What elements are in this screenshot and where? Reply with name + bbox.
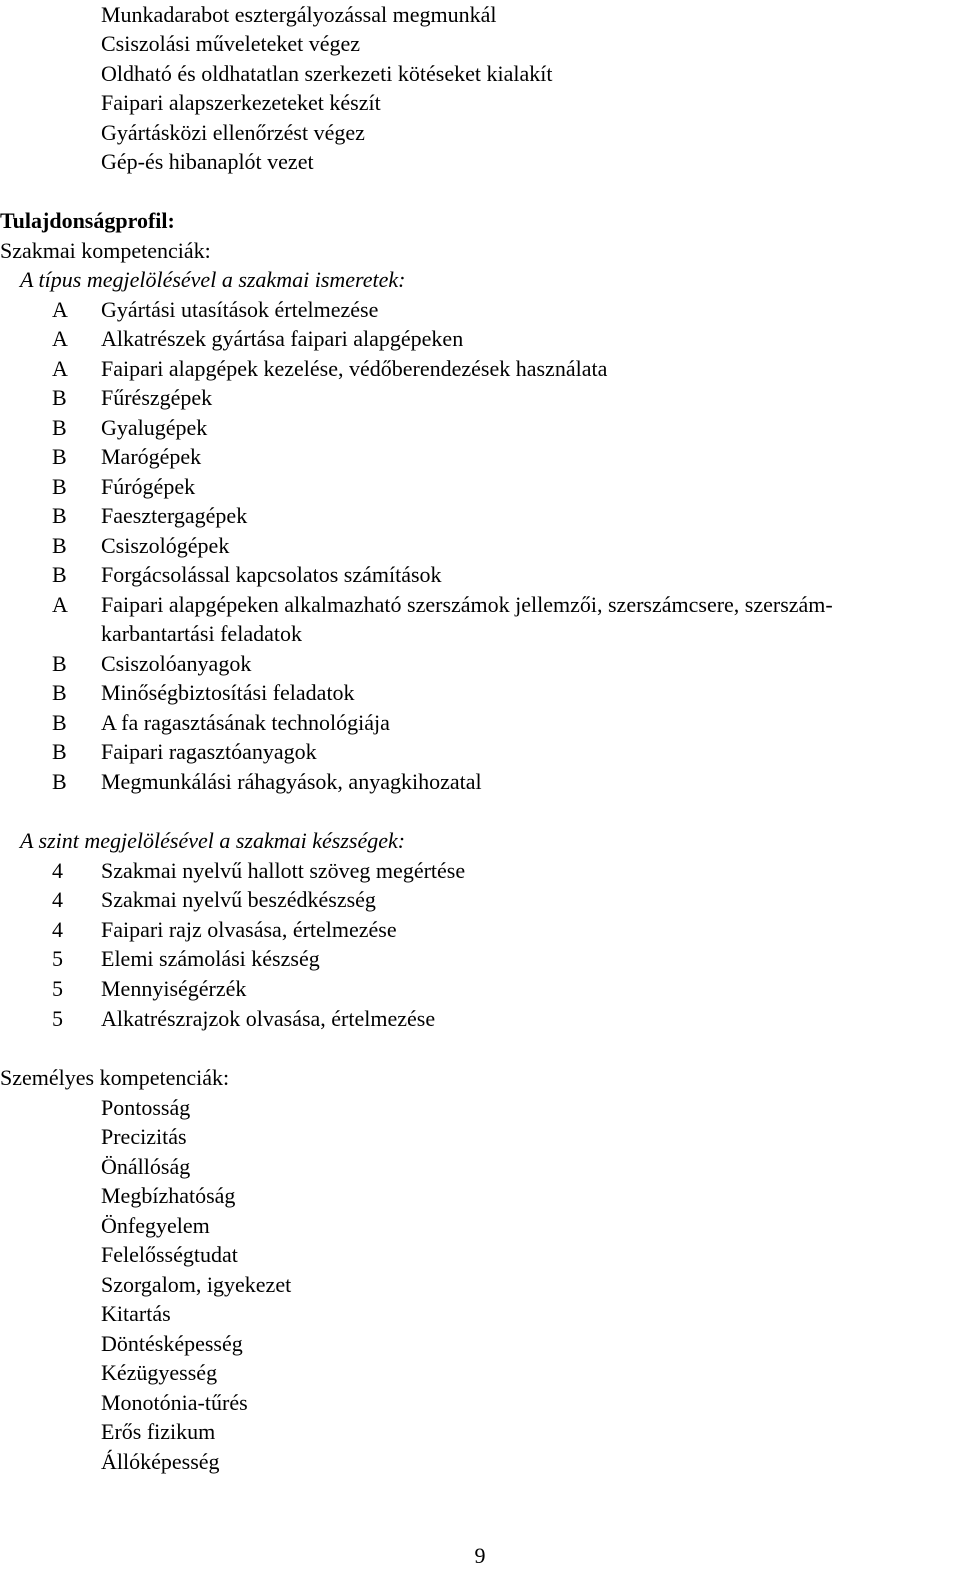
skill-text: Elemi számolási készség — [101, 946, 320, 971]
personal-item: Kitartás — [101, 1301, 171, 1326]
knowledge-row — [0, 531, 960, 561]
personal-item: Önfegyelem — [101, 1213, 210, 1238]
skill-row — [0, 885, 960, 915]
skill-row — [0, 1004, 960, 1034]
skill-text: Faipari rajz olvasása, értelmezése — [101, 917, 397, 942]
knowledge-code: B — [52, 385, 67, 410]
activity-item: Gép-és hibanaplót vezet — [101, 149, 314, 174]
personal-item: Döntésképesség — [101, 1331, 243, 1356]
personal-item: Szorgalom, igyekezet — [101, 1272, 292, 1297]
knowledge-row — [0, 678, 960, 708]
knowledge-row — [0, 413, 960, 443]
knowledge-row — [0, 708, 960, 738]
knowledge-row — [0, 354, 960, 384]
knowledge-text: Forgácsolással kapcsolatos számítások — [101, 562, 442, 587]
personal-item: Monotónia-tűrés — [101, 1390, 248, 1415]
skill-row — [0, 915, 960, 945]
knowledge-text: Csiszológépek — [101, 533, 230, 558]
knowledge-text: Minőségbiztosítási feladatok — [101, 680, 355, 705]
personal-item: Kézügyesség — [101, 1360, 218, 1385]
knowledge-row-continuation — [0, 619, 960, 649]
personal-item: Pontosság — [101, 1095, 191, 1120]
activity-item: Faipari alapszerkezeteket készít — [101, 90, 381, 115]
skills-heading: A szint megjelölésével a szakmai készségek: — [20, 828, 406, 853]
professional-competencies-heading: Szakmai kompetenciák: — [0, 238, 211, 263]
knowledge-code: A — [52, 356, 68, 381]
skill-row — [0, 856, 960, 886]
knowledge-text: Gyalugépek — [101, 415, 208, 440]
personal-item: Precizitás — [101, 1124, 187, 1149]
knowledge-text: Csiszolóanyagok — [101, 651, 252, 676]
knowledge-row — [0, 501, 960, 531]
skill-row — [0, 944, 960, 974]
skill-text: Alkatrészrajzok olvasása, értelmezése — [101, 1006, 436, 1031]
knowledge-row — [0, 324, 960, 354]
knowledge-text: Faipari ragasztóanyagok — [101, 739, 317, 764]
knowledge-code: A — [52, 592, 68, 617]
knowledge-text: Marógépek — [101, 444, 202, 469]
knowledge-code: B — [52, 710, 67, 735]
personal-item: Felelősségtudat — [101, 1242, 238, 1267]
knowledge-text: Gyártási utasítások értelmezése — [101, 297, 379, 322]
skill-level: 5 — [52, 946, 63, 971]
knowledge-row — [0, 560, 960, 590]
knowledge-row — [0, 442, 960, 472]
skill-level: 5 — [52, 976, 63, 1001]
knowledge-code: B — [52, 739, 67, 764]
knowledge-text: Fúrógépek — [101, 474, 196, 499]
personal-item: Erős fizikum — [101, 1419, 216, 1444]
activity-item: Oldható és oldhatatlan szerkezeti kötéseket kialakít — [101, 61, 553, 86]
activity-item: Munkadarabot esztergályozással megmunkál — [101, 2, 497, 27]
knowledge-text: Alkatrészek gyártása faipari alapgépeken — [101, 326, 464, 351]
knowledge-text: A fa ragasztásának technológiája — [101, 710, 390, 735]
personal-item: Önállóság — [101, 1154, 191, 1179]
personal-item: Állóképesség — [101, 1449, 220, 1474]
skill-level: 4 — [52, 887, 63, 912]
knowledge-row — [0, 383, 960, 413]
knowledge-text: Fűrészgépek — [101, 385, 213, 410]
page-number: 9 — [474, 1543, 486, 1568]
knowledge-row — [0, 590, 960, 620]
knowledge-code: B — [52, 680, 67, 705]
knowledge-code: B — [52, 769, 67, 794]
knowledge-code: B — [52, 562, 67, 587]
personal-competencies-heading: Személyes kompetenciák: — [0, 1065, 230, 1090]
knowledge-text: Megmunkálási ráhagyások, anyagkihozatal — [101, 769, 482, 794]
knowledge-text: Faipari alapgépek kezelése, védőberendezések használata — [101, 356, 608, 381]
skill-text: Szakmai nyelvű hallott szöveg megértése — [101, 858, 466, 883]
activity-item: Csiszolási műveleteket végez — [101, 31, 361, 56]
skill-level: 4 — [52, 858, 63, 883]
knowledge-code: A — [52, 326, 68, 351]
knowledge-code: B — [52, 474, 67, 499]
skill-level: 5 — [52, 1006, 63, 1031]
skill-row — [0, 974, 960, 1004]
knowledge-heading: A típus megjelölésével a szakmai ismeretek: — [20, 267, 406, 292]
activity-item: Gyártásközi ellenőrzést végez — [101, 120, 365, 145]
knowledge-code: B — [52, 415, 67, 440]
knowledge-code: B — [52, 651, 67, 676]
knowledge-row — [0, 649, 960, 679]
profile-title: Tulajdonságprofil: — [0, 208, 175, 233]
skill-text: Szakmai nyelvű beszédkészség — [101, 887, 376, 912]
knowledge-code: B — [52, 533, 67, 558]
knowledge-row — [0, 295, 960, 325]
knowledge-text-continuation: karbantartási feladatok — [101, 621, 302, 646]
knowledge-code: A — [52, 297, 68, 322]
knowledge-row — [0, 472, 960, 502]
knowledge-row — [0, 737, 960, 767]
knowledge-text: Faesztergagépek — [101, 503, 248, 528]
knowledge-code: B — [52, 503, 67, 528]
knowledge-text: Faipari alapgépeken alkalmazható szerszámok jellemzői, szerszámcsere, szerszám- — [101, 592, 833, 617]
personal-item: Megbízhatóság — [101, 1183, 236, 1208]
knowledge-code: B — [52, 444, 67, 469]
skill-level: 4 — [52, 917, 63, 942]
skill-text: Mennyiségérzék — [101, 976, 247, 1001]
knowledge-row — [0, 767, 960, 797]
